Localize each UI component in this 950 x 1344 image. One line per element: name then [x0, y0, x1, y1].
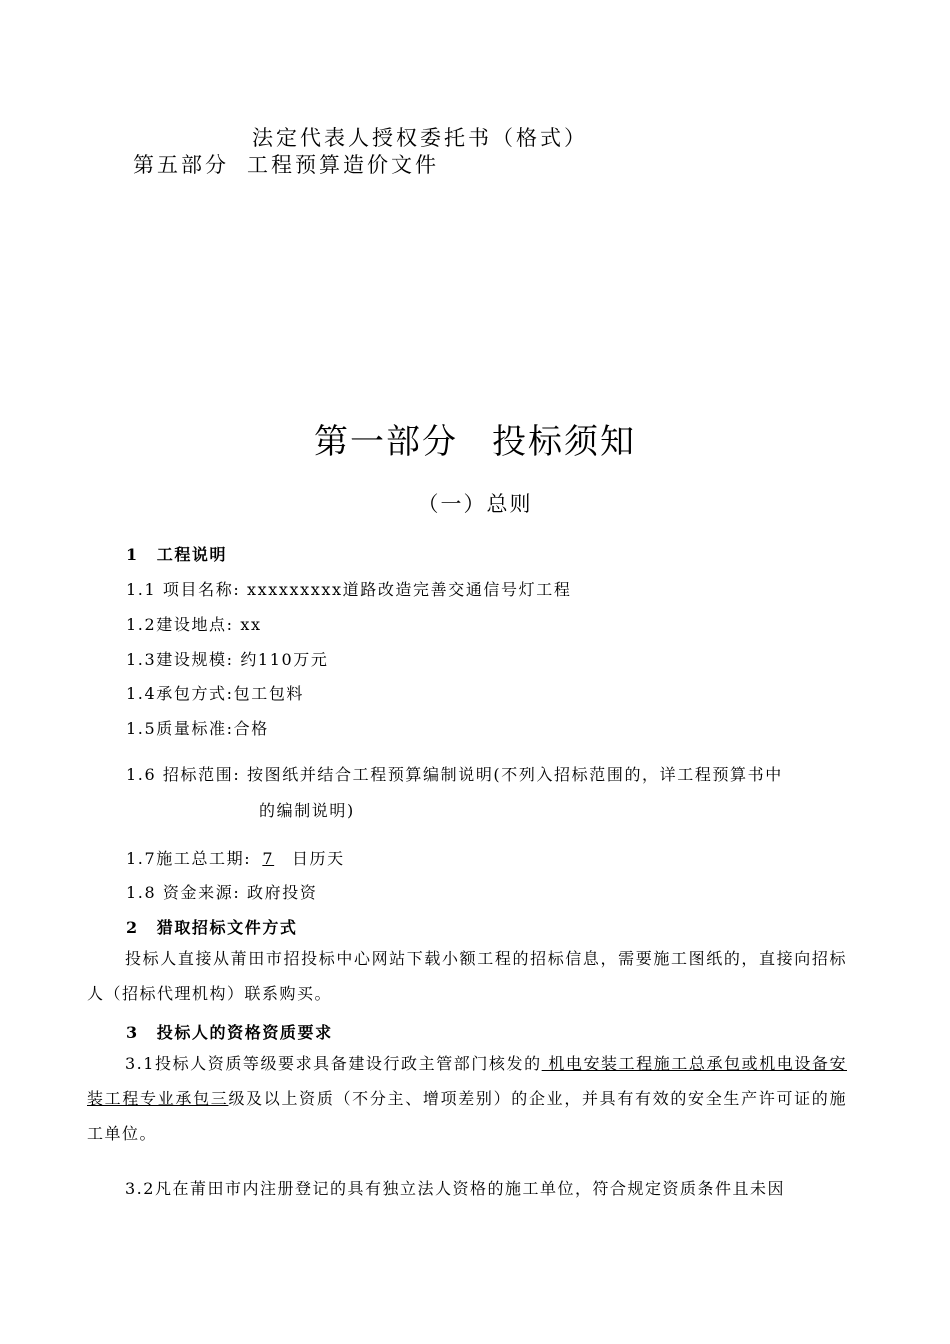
toc-part-title: 工程预算造价文件: [247, 153, 439, 177]
item-label: 1.7施工总工期:: [126, 849, 252, 868]
heading-project-description: [126, 542, 227, 565]
item-project-name: [126, 577, 571, 600]
section-title-name: 投标须知: [492, 422, 636, 462]
p31-prefix: 3.1投标人资质等级要求具备建设行政主管部门核发的: [125, 1054, 542, 1073]
heading-number: 3: [126, 1023, 139, 1042]
item-label: 1.1 项目名称:: [126, 580, 241, 599]
item-contract-method: 1.4承包方式:包工包料: [126, 684, 305, 703]
heading-number: 2: [126, 918, 139, 937]
heading-text: 猎取招标文件方式: [156, 918, 298, 937]
item-value: 政府投资: [247, 883, 318, 902]
heading-qualification-requirements: [126, 1020, 333, 1043]
item-construction-period: [126, 846, 345, 869]
section-title-part: 第一部分: [314, 422, 458, 462]
item-value: 按图纸并结合工程预算编制说明(不列入招标范围的，详工程预算书中: [247, 765, 783, 784]
item-bidding-scope-continued: 的编制说明): [259, 801, 355, 820]
toc-line-part-five: [133, 149, 439, 179]
section-subtitle: （一）总则: [417, 492, 533, 516]
heading-text: 工程说明: [156, 545, 228, 564]
paragraph-obtain-documents: 投标人直接从莆田市招投标中心网站下载小额工程的招标信息，需要施工图纸的，直接向招标人（招标代理机构）联系购买。: [87, 949, 847, 1003]
item-label: 1.3建设规模:: [126, 650, 234, 669]
item-label: 1.2建设地点:: [126, 615, 234, 634]
heading-number: 1: [126, 545, 139, 564]
paragraph-qualification-3-2: 3.2凡在莆田市内注册登记的具有独立法人资格的施工单位，符合规定资质条件且未因: [125, 1179, 785, 1198]
item-funding-source: [126, 880, 317, 903]
toc-part-label: 第五部分: [133, 153, 229, 177]
item-bidding-scope: [126, 762, 783, 785]
item-construction-site: [126, 612, 262, 635]
item-value: 约110万元: [240, 650, 329, 669]
paragraph-qualification-3-1: [87, 1046, 847, 1151]
item-label: 1.8 资金来源:: [126, 883, 241, 902]
item-label: 1.6 招标范围:: [126, 765, 241, 784]
item-value: xx: [240, 615, 262, 634]
item-days-value: 7: [262, 849, 275, 868]
heading-text: 投标人的资格资质要求: [156, 1023, 333, 1042]
section-title: [0, 414, 950, 463]
item-construction-scale: [126, 647, 328, 670]
heading-obtain-documents: [126, 915, 298, 938]
item-days-unit: 日历天: [291, 849, 345, 868]
p31-qualification-underlined: 机电安装工程施工总承包或机电设备安装工程专业承包三: [87, 1054, 847, 1108]
item-quality-standard: 1.5质量标准:合格: [126, 719, 269, 738]
p31-suffix: 级及以上资质（不分主、增项差别）的企业，并具有有效的安全生产许可证的施工单位。: [87, 1089, 847, 1143]
toc-line-authorization: 法定代表人授权委托书（格式）: [252, 126, 588, 150]
item-value: xxxxxxxxx道路改造完善交通信号灯工程: [247, 580, 572, 599]
